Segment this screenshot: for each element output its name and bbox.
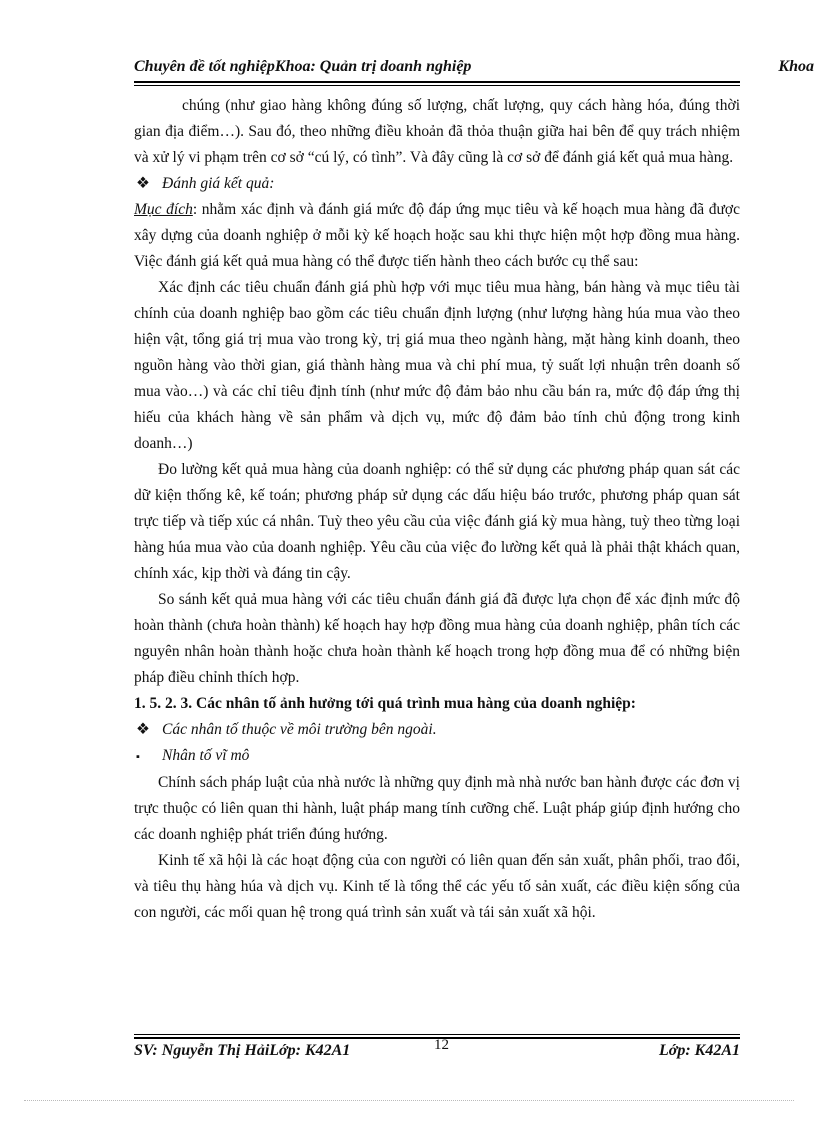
- purpose-text: : nhằm xác định và đánh giá mức độ đáp ứng mục tiêu và kế hoạch mua hàng đã được xây dựng của doanh nghiệp ở mỗi kỳ kế hoạch hoặc sau khi thực hiện một hợp đồng mua hàng. Việc đánh giá kết quả mua hàng có thể được tiến hành theo cách bước cụ thể sau:: [134, 201, 740, 270]
- purpose-label: Mục đích: [134, 201, 193, 218]
- diamond-bullet-icon: ❖: [136, 175, 150, 192]
- header-rule-thick: [134, 81, 740, 83]
- bullet-evaluate-results-label: Đánh giá kết quả:: [162, 175, 275, 192]
- page-boundary-line: [24, 1100, 794, 1101]
- page-header: [134, 58, 816, 80]
- footer-right-text: Lớp: K42A1: [658, 1042, 740, 1059]
- bullet-external-factors: [134, 717, 740, 743]
- footer-left-text: SV: Nguyễn Thị HảiLớp: K42A1: [134, 1042, 351, 1059]
- header-rule-thin: [134, 85, 740, 86]
- paragraph-6: Chính sách pháp luật của nhà nước là những quy định mà nhà nước ban hành được các đơn vị trực thuộc có liên quan thi hành, luật pháp mang tính cưỡng chế. Luật pháp giúp định hướng cho các doanh nghiệp phát triển đúng hướng.: [134, 774, 740, 843]
- paragraph-purpose: [134, 197, 740, 275]
- square-bullet-icon: ▪: [136, 751, 140, 763]
- paragraph-1: chúng (như giao hàng không đúng số lượng, chất lượng, quy cách hàng hóa, đúng thời gian địa điểm…). Sau đó, theo những điều khoản đã thỏa thuận giữa hai bên để quy trách nhiệm và xử lý vi phạm trên cơ sở “cú lý, có tình”. Và đây cũng là cơ sở để đánh giá kết quả mua hàng.: [134, 97, 740, 166]
- footer-rule-thin: [134, 1034, 740, 1035]
- diamond-bullet-icon: ❖: [136, 721, 150, 738]
- header-right-text: Khoa: [778, 58, 814, 75]
- paragraph-7: Kinh tế xã hội là các hoạt động của con người có liên quan đến sản xuất, phân phối, trao đổi, và tiêu thụ hàng húa và dịch vụ. Kinh tế là tổng thể các yếu tố sản xuất, các điều kiện sống của con người, các mối quan hệ trong quá trình sản xuất và tái sản xuất xã hội.: [134, 852, 740, 921]
- paragraph-3: Xác định các tiêu chuẩn đánh giá phù hợp với mục tiêu mua hàng, bán hàng và mục tiêu tài chính của doanh nghiệp bao gồm các tiêu chuẩn định lượng (như lượng hàng húa mua vào theo hiện vật, tổng giá trị mua vào trong kỳ, trị giá mua theo ngành hàng, mặt hàng kinh doanh, theo nguồn hàng vào thời gian, giá thành hàng mua và chi phí mua, tỷ suất lợi nhuận trên doanh số mua vào…) và các chỉ tiêu định tính (như mức độ đảm bảo nhu cầu bán ra, mức độ đáp ứng thị hiếu của khách hàng về sản phẩm và dịch vụ, mức độ đảm bảo tính chủ động trong kinh doanh…): [134, 279, 740, 452]
- page-number: 12: [434, 1037, 449, 1053]
- bullet-macro-factors-label: Nhân tố vĩ mô: [162, 747, 250, 764]
- header-left-text: Chuyên đề tốt nghiệpKhoa: Quản trị doanh nghiệp: [134, 58, 472, 75]
- document-body: [134, 93, 740, 926]
- section-heading: 1. 5. 2. 3. Các nhân tố ảnh hưởng tới quá trình mua hàng của doanh nghiệp:: [134, 695, 636, 712]
- bullet-external-factors-label: Các nhân tố thuộc về môi trường bên ngoài.: [162, 721, 437, 738]
- paragraph-4: Đo lường kết quả mua hàng của doanh nghiệp: có thể sử dụng các phương pháp quan sát các dữ kiện thống kê, kế toán; phương pháp sử dụng các dấu hiệu báo trước, phương pháp quan sát trực tiếp và tiếp xúc cá nhân. Tuỳ theo yêu cầu của việc đánh giá kỳ mua hàng, tuỳ theo từng loại hàng húa mua vào của doanh nghiệp. Yêu cầu của việc đo lường kết quả là phải thật khách quan, chính xác, kịp thời và đáng tin cậy.: [134, 461, 740, 582]
- bullet-macro-factors: [134, 743, 740, 770]
- bullet-evaluate-results: [134, 171, 740, 197]
- paragraph-5: So sánh kết quả mua hàng với các tiêu chuẩn đánh giá đã được lựa chọn để xác định mức độ hoàn thành (chưa hoàn thành) kế hoạch hay hợp đồng mua hàng của doanh nghiệp, phân tích các nguyên nhân hoàn thành hoặc chưa hoàn thành kế hoạch trong hợp đồng mua để có những biện pháp điều chỉnh thích hợp.: [134, 591, 740, 686]
